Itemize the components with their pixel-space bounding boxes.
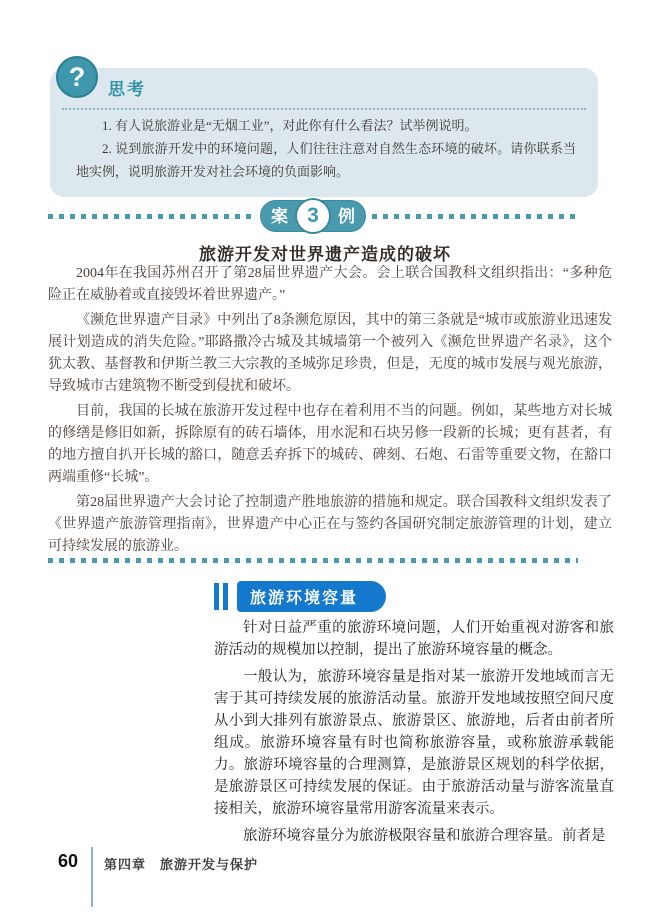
case-badge-number: 3 [295, 198, 331, 234]
case-paragraph-1: 2004年在我国苏州召开了第28届世界遗产大会。会上联合国教科文组织指出：“多种危险正在威胁着或直接毁坏着世界遗产。” [48, 266, 612, 303]
dotted-rule-right [372, 214, 578, 219]
section-paragraph-2: 一般认为，旅游环境容量是指对某一旅游开发地域而言无害于其可持续发展的旅游活动量。旅游开发地域按照空间尺度从小到大排列有旅游景点、旅游景区、旅游地，后者由前者所组成。旅游环境容量有时也简称旅游容量，或称旅游承载能力。旅游环境容量的合理测算，是旅游景区规划的科学依据，是旅游景区可持续发展的保证。由于旅游活动量与游客流量直接相关，旅游环境容量常用游客流量来表示。 [214, 669, 614, 817]
think-box-title: 思考 [108, 80, 146, 99]
heading-bar-icon [214, 583, 219, 610]
think-box-dotted-rule [62, 108, 586, 110]
case-badge-char-left: 案 [271, 206, 288, 226]
section-paragraph-1: 针对日益严重的旅游环境问题，人们开始重视对游客和旅游活动的规模加以控制，提出了旅游环境容量的概念。 [214, 620, 614, 658]
chapter-title: 第四章 旅游开发与保护 [104, 857, 259, 872]
think-question-1: 1. 有人说旅游业是“无烟工业”，对此你有什么看法？试举例说明。 [102, 118, 478, 133]
case-paragraph-2: 《濒危世界遗产目录》中列出了8条濒危原因，其中的第三条就是“城市或旅游业迅速发展计划造成的消失危险。”耶路撒冷古城及其城墙第一个被列入《濒危世界遗产名录》，这个犹太教、基督教和伊斯兰教三大宗教的圣城弥足珍贵，但是，无度的城市发展与观光旅游，导致城市古建筑物不断受到侵扰和破坏。 [48, 313, 612, 394]
dotted-rule-left [48, 214, 254, 219]
section-paragraph-3: 旅游环境容量分为旅游极限容量和旅游合理容量。前者是 [243, 828, 606, 844]
think-question-2: 2. 说到旅游开发中的环境问题，人们往往注意对自然生态环境的破坏。请你联系当地实例，说明旅游开发对社会环境的负面影响。 [76, 141, 576, 179]
heading-bar-icon [223, 583, 228, 610]
case-body [48, 263, 612, 561]
page-number: 60 [58, 851, 79, 871]
case-title: 旅游开发对世界遗产造成的破坏 [199, 245, 451, 264]
case-paragraph-4: 第28届世界遗产大会讨论了控制遗产胜地旅游的措施和规定。联合国教科文组织发表了《世界遗产旅游管理指南》，世界遗产中心正在与签约各国研究制定旅游管理的计划，建立可持续发展的旅游业。 [48, 495, 612, 554]
question-mark-icon: ? [56, 56, 98, 98]
case-paragraph-3: 目前，我国的长城在旅游开发过程中也存在着利用不当的问题。例如，某些地方对长城的修缮是修旧如新，拆除原有的砖石墙体，用水泥和石块另修一段新的长城；更有甚者，有的地方擅自扒开长城的豁口，随意丢弃拆下的城砖、碑刻、石炮、石雷等重要文物，在豁口两端重修“长城”。 [48, 404, 612, 485]
case-badge-char-right: 例 [338, 206, 355, 226]
section-heading-label: 旅游环境容量 [237, 581, 386, 612]
section-body [214, 617, 614, 852]
think-box [50, 61, 598, 197]
section-heading [214, 581, 386, 612]
case-3-badge [260, 200, 366, 232]
footer-divider [91, 847, 93, 907]
case-end-dotted-rule [48, 558, 578, 563]
page-footer [0, 845, 650, 915]
case-divider [48, 196, 578, 236]
